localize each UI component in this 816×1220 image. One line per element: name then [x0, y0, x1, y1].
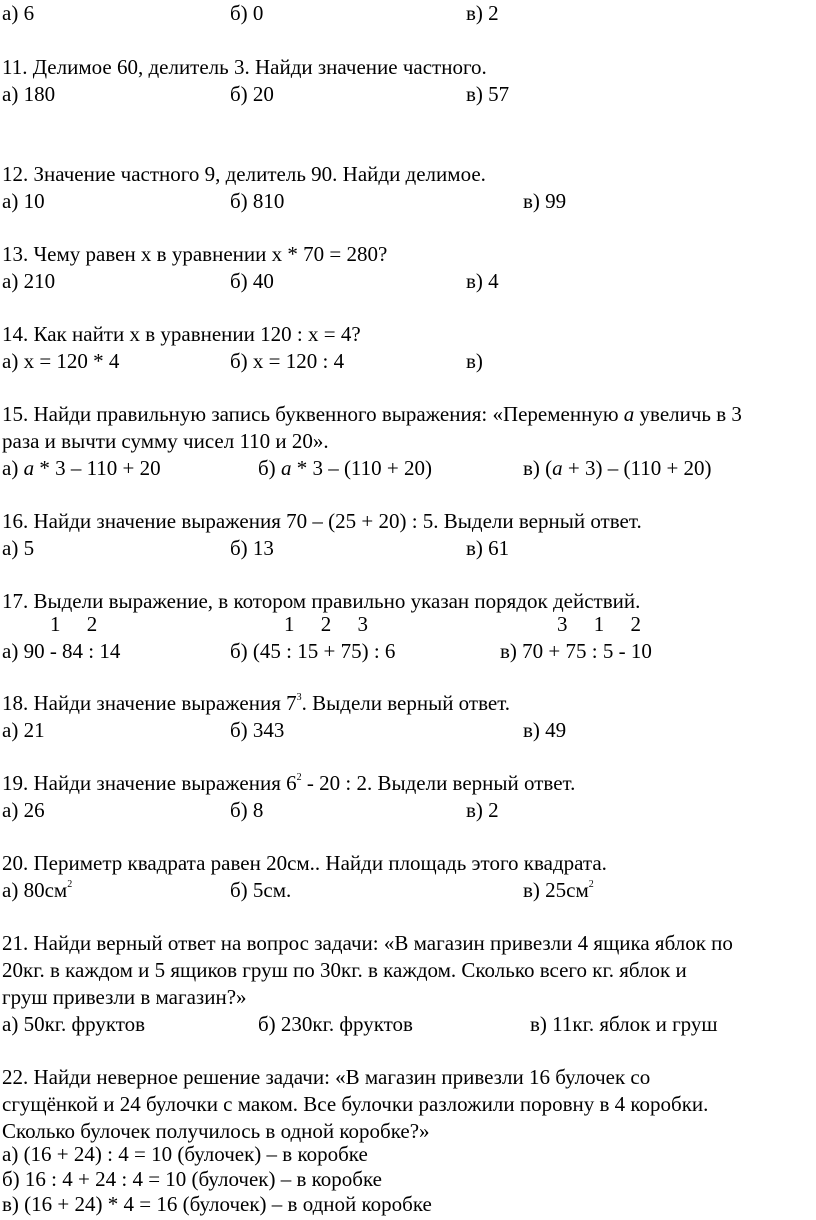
- q16-option-b: б) 13: [230, 536, 274, 560]
- q20-a-exponent: 2: [67, 879, 73, 890]
- q20-c-exponent: 2: [588, 879, 594, 890]
- q19-text-before: 19. Найди значение выражения 6: [2, 771, 297, 795]
- q19-exponent: 2: [296, 772, 302, 783]
- q18-exponent: 3: [296, 692, 302, 703]
- q12-question: 12. Значение частного 9, делитель 90. Найди делимое.: [2, 162, 486, 186]
- q22-question-line3: Сколько булочек получилось в одной коробке?»: [2, 1119, 430, 1143]
- q13-option-b: б) 40: [230, 269, 274, 293]
- q17-a-order-numbers: 1 2: [50, 612, 98, 636]
- q22-option-a: а) (16 + 24) : 4 = 10 (булочек) – в коробке: [2, 1142, 368, 1166]
- q11-option-b: б) 20: [230, 82, 274, 106]
- q16-option-c: в) 61: [466, 536, 510, 560]
- q15-question-line2: раза и вычти сумму чисел 110 и 20».: [2, 429, 329, 453]
- q19-option-b: б) 8: [230, 798, 264, 822]
- q22-question-line2: сгущёнкой и 24 булочки с маком. Все булочки разложили поровну в 4 коробки.: [2, 1092, 709, 1116]
- q15-text-before: 15. Найди правильную запись буквенного выражения: «Переменную: [2, 402, 624, 426]
- q15-b-expression: * 3 – (110 + 20): [291, 456, 432, 480]
- q19-text-after: - 20 : 2. Выдели верный ответ.: [301, 771, 576, 795]
- q20-option-a: [2, 878, 72, 902]
- q21-question-line3: груш привезли в магазин?»: [2, 985, 247, 1009]
- q21-question-line2: 20кг. в каждом и 5 ящиков груш по 30кг. в каждом. Сколько всего кг. яблок и: [2, 958, 687, 982]
- q15-text-after: увеличь в 3: [634, 402, 742, 426]
- q14-option-b: б) х = 120 : 4: [230, 349, 345, 373]
- q21-option-b: б) 230кг. фруктов: [258, 1012, 413, 1036]
- q21-option-c: в) 11кг. яблок и груш: [530, 1012, 718, 1036]
- q21-option-a: а) 50кг. фруктов: [2, 1012, 146, 1036]
- q14-question: 14. Как найти х в уравнении 120 : х = 4?: [2, 322, 361, 346]
- q19-option-a: а) 26: [2, 798, 45, 822]
- q10-option-a: а) 6: [2, 1, 35, 25]
- q10-option-c: в) 2: [466, 1, 499, 25]
- q15-b-prefix: б): [258, 456, 281, 480]
- q11-option-a: а) 180: [2, 82, 56, 106]
- q12-option-a: а) 10: [2, 189, 45, 213]
- q20-option-c: [523, 878, 594, 902]
- q10-option-b: б) 0: [230, 1, 264, 25]
- q15-option-b: [258, 456, 432, 480]
- q15-a-prefix: а): [2, 456, 24, 480]
- q15-option-a: [2, 456, 161, 480]
- q17-question: 17. Выдели выражение, в котором правильно указан порядок действий.: [2, 589, 641, 613]
- q15-c-prefix: в) (: [523, 456, 553, 480]
- q15-variable: а: [623, 402, 635, 426]
- q15-c-expression: + 3) – (110 + 20): [562, 456, 712, 480]
- q11-option-c: в) 57: [466, 82, 510, 106]
- q11-question: 11. Делимое 60, делитель 3. Найди значение частного.: [2, 55, 487, 79]
- q19-question: [2, 771, 575, 795]
- q14-option-c: в): [466, 349, 483, 373]
- q15-b-variable: а: [280, 456, 292, 480]
- q21-question-line1: 21. Найди верный ответ на вопрос задачи: «В магазин привезли 4 ящика яблок по: [2, 931, 733, 955]
- q13-option-a: а) 210: [2, 269, 56, 293]
- q18-question: [2, 691, 510, 715]
- q19-option-c: в) 2: [466, 798, 499, 822]
- q20-question: 20. Периметр квадрата равен 20см.. Найди площадь этого квадрата.: [2, 851, 607, 875]
- q22-question-line1: 22. Найди неверное решение задачи: «В магазин привезли 16 булочек со: [2, 1065, 651, 1089]
- q16-option-a: а) 5: [2, 536, 35, 560]
- q15-a-variable: а: [23, 456, 35, 480]
- q18-text-after: . Выдели верный ответ.: [301, 691, 511, 715]
- q17-option-b: б) (45 : 15 + 75) : 6: [230, 639, 396, 663]
- q17-b-order-numbers: 1 2 3: [284, 612, 368, 636]
- q12-option-c: в) 99: [523, 189, 567, 213]
- q18-option-b: б) 343: [230, 718, 285, 742]
- q12-option-b: б) 810: [230, 189, 285, 213]
- q15-a-expression: * 3 – 110 + 20: [34, 456, 161, 480]
- q16-question: 16. Найди значение выражения 70 – (25 + 20) : 5. Выдели верный ответ.: [2, 509, 642, 533]
- q22-option-b: б) 16 : 4 + 24 : 4 = 10 (булочек) – в коробке: [2, 1167, 382, 1191]
- q22-option-c: в) (16 + 24) * 4 = 16 (булочек) – в одной коробке: [2, 1192, 432, 1216]
- q15-c-variable: а: [552, 456, 563, 480]
- q17-option-c: в) 70 + 75 : 5 - 10: [500, 639, 652, 663]
- q13-question: 13. Чему равен х в уравнении х * 70 = 280?: [2, 242, 388, 266]
- q18-option-a: а) 21: [2, 718, 45, 742]
- q17-option-a: а) 90 - 84 : 14: [2, 639, 121, 663]
- q15-question-line1: [2, 402, 742, 426]
- q18-text-before: 18. Найди значение выражения 7: [2, 691, 297, 715]
- q13-option-c: в) 4: [466, 269, 499, 293]
- q20-option-b: б) 5см.: [230, 878, 292, 902]
- q20-c-value: в) 25см: [523, 878, 589, 902]
- q17-c-order-numbers: 3 1 2: [557, 612, 641, 636]
- q18-option-c: в) 49: [523, 718, 567, 742]
- q15-option-c: [523, 456, 712, 480]
- q20-a-value: а) 80см: [2, 878, 68, 902]
- q14-option-a: а) х = 120 * 4: [2, 349, 120, 373]
